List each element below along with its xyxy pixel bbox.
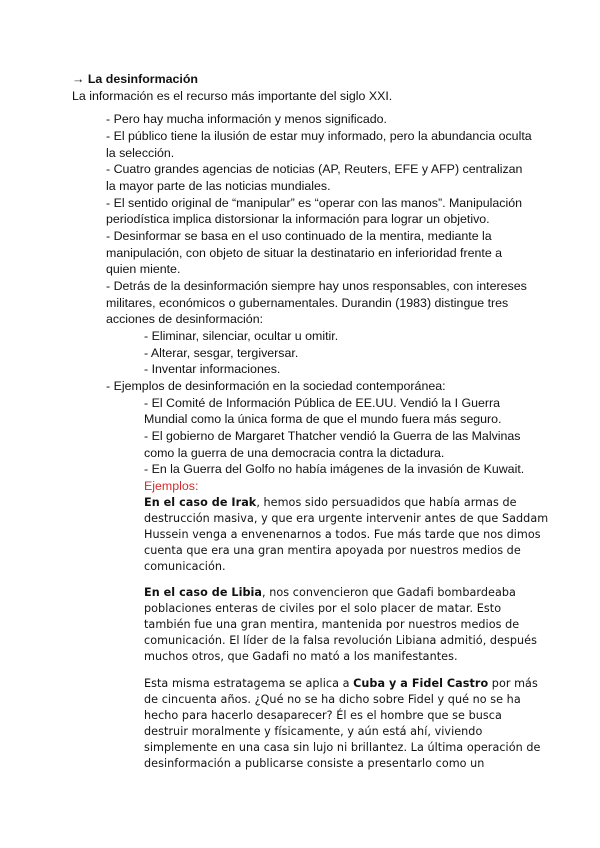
irak-paragraph-line: cuenta que era una gran mentira apoyada por nuestros medios de	[144, 544, 521, 557]
bullet-line: - Pero hay mucha información y menos significado.	[106, 112, 387, 126]
bullet-line: militares, económicos o gubernamentales. Durandin (1983) distingue tres	[106, 296, 509, 310]
libia-paragraph-line: comunicación. El líder de la falsa revolución Libiana admitió, después	[144, 634, 537, 647]
sub-bullet-line: - En la Guerra del Golfo no había imágenes de la invasión de Kuwait.	[144, 462, 525, 476]
libia-first-rest: , nos convencieron que Gadafi bombardeaba	[262, 586, 516, 599]
libia-paragraph-line: muchos otros, que Gadafi no mató a los manifestantes.	[144, 650, 458, 663]
irak-bold: En el caso de Irak	[144, 496, 257, 509]
irak-paragraph-line	[144, 495, 517, 512]
sub-bullet-line: - Inventar informaciones.	[144, 362, 281, 376]
bullet-line: - Detrás de la desinformación siempre hay unos responsables, con intereses	[106, 279, 527, 293]
libia-paragraph-line: poblaciones enteras de civiles por el solo placer de matar. Esto	[144, 602, 502, 615]
sub-bullet-line: Mundial como la única forma de que el mundo fuera más seguro.	[144, 412, 502, 426]
libia-bold: En el caso de Libia	[144, 586, 263, 599]
irak-paragraph-line: destrucción masiva, y que era urgente intervenir antes de que Saddam	[144, 512, 549, 525]
bullet-line: manipulación, con objeto de situar la destinatario en inferioridad frente a	[106, 246, 503, 260]
cuba-paragraph-line: desinformación a publicarse consiste a presentarlo como un	[144, 757, 485, 770]
sub-bullet-line: - El gobierno de Margaret Thatcher vendió la Guerra de las Malvinas	[144, 429, 521, 443]
sub-bullet-line: - Alterar, sesgar, tergiversar.	[144, 346, 299, 360]
bullet-line: la selección.	[106, 146, 175, 160]
bullet-line: - El sentido original de “manipular” es “operar con las manos”. Manipulación	[106, 196, 522, 210]
bullet-line: periodística implica distorsionar la información para lograr un objetivo.	[106, 212, 490, 226]
cuba-bold: Cuba y a Fidel Castro	[353, 677, 489, 690]
irak-paragraph-line: Hussein venga a envenenarnos a todos. Fue más tarde que nos dimos	[144, 528, 541, 541]
sub-bullet-line: - El Comité de Información Pública de EE.UU. Vendió la I Guerra	[144, 396, 501, 410]
bullet-line: - Ejemplos de desinformación en la sociedad contemporánea:	[106, 379, 446, 393]
cuba-paragraph-line: de cincuenta años. ¿Qué no se ha dicho sobre Fidel y qué no se ha	[144, 693, 521, 706]
sub-bullet-line: - Eliminar, silenciar, ocultar u omitir.	[144, 329, 339, 343]
intro-text: La información es el recurso más importante del siglo XXI.	[72, 89, 393, 103]
bullet-line: - Cuatro grandes agencias de noticias (AP, Reuters, EFE y AFP) centralizan	[106, 162, 523, 176]
cuba-pre: Esta misma estratagema se aplica a	[144, 677, 354, 690]
bullet-line: acciones de desinformación:	[106, 312, 264, 326]
ejemplos-label: Ejemplos:	[144, 479, 199, 493]
sub-bullet-line: como la guerra de una democracia contra la dictadura.	[144, 446, 445, 460]
irak-paragraph-line: comunicación.	[144, 560, 226, 573]
cuba-paragraph-line: simplemente en una casa sin lujo ni brillantez. La última operación de	[144, 741, 541, 754]
heading-title: La desinformación	[87, 72, 199, 86]
bullet-line: quien miente.	[106, 262, 181, 276]
section-heading	[72, 71, 198, 88]
cuba-paragraph-line	[144, 676, 538, 693]
irak-first-rest: , hemos sido persuadidos que había armas de	[256, 496, 517, 509]
bullet-line: - El público tiene la ilusión de estar muy informado, pero la abundancia oculta	[106, 129, 532, 143]
libia-paragraph-line	[144, 585, 516, 602]
cuba-paragraph-line: hecho para hacerlo desaparecer? Él es el hombre que se busca	[144, 709, 502, 722]
bullet-line: la mayor parte de las noticias mundiales.	[106, 179, 331, 193]
bullet-line: - Desinformar se basa en el uso continuado de la mentira, mediante la	[106, 229, 492, 243]
libia-paragraph-line: también fue una gran mentira, mantenida por nuestros medios de	[144, 618, 520, 631]
arrow-icon: →	[72, 72, 85, 86]
cuba-post: por más	[488, 677, 538, 690]
cuba-paragraph-line: destruir moralmente y físicamente, y aún está ahí, viviendo	[144, 725, 483, 738]
